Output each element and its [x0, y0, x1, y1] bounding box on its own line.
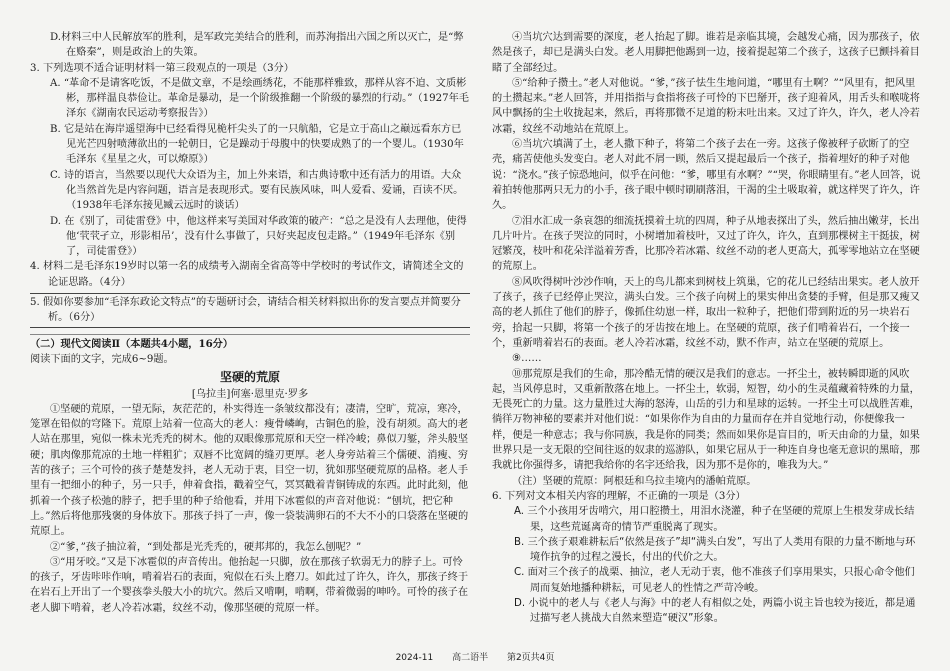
paragraph-1: ①坚硬的荒原，一望无际，灰茫茫的，朴实得连一条皱纹都没有；凄清，空旷，荒凉，寒冷，笼罩在铅似的穹隆下。荒原上站着一位高大的老人：瘦骨嶙峋，古铜色的脸，没有胡须。高大的老人站在那里，宛似一株未光秃秃的树木。他的双眼像那荒原和天空一样冷峻；鼻似刀錾，斧头般坚硬；肌肉像那荒凉的土地一样粗犷；双唇不比宽阔的缝刃更厚。老人身旁站着三个儒硬、消瘦、穷苦的孩子；三个可怜的孩子楚楚发抖，老人无动于衷，目空一切，犹如那坚硬荒原的品格。老人手里有一把细小的种子，另一只手，伸着食指，戳着空气，冥冥戳着青铜铸成的东西。此时此刻，他抓着一个孩子松弛的脖子，把手里的种子给他看，并用下冰雹似的声音对他说：“刨坑，把它种上。”然后将他那残褒的身体放下。那孩子抖了一声，像一袋装满卵石的不大不小的口袋落在坚硬的荒原上。: [30, 403, 469, 538]
paragraph-8: ⑧风吹得树叶沙沙作响，天上的鸟儿都来到树枝上筑巢，它的花儿已经结出果实。老人放开了孩子，孩子已经停止哭泣，满头白发。三个孩子向树上的果实伸出贪婪的手臂，但是那又瘦又高的老人抓住了他们的脖子，像抓住幼崽一样，取出一粒种子，把他们带到附近的另一块岩石旁，拾起一只脚，将第一个孩子的牙齿按在地上。在坚硬的荒原，孩子们啃着岩石，一个接一个，重新啃着岩石的表面。老人冷若冰霜，纹丝不动，默不作声，站立在坚硬的荒原上。: [492, 276, 920, 349]
question-4: 4. 材料二是毛泽东19岁时以第一名的成绩考入湖南全省高等中学校时的考试作文，请简述全文的论证思路。（4分）: [30, 261, 464, 288]
paragraph-9: ⑨……: [512, 353, 542, 365]
paragraph-3: ③“用牙咬。”又是下冰雹似的声音传出。他抬起一只脚，放在那孩子软弱无力的脖子上。可怜的孩子，牙齿咔咔作响，啃着岩石的表面，宛似在石头上磨刀。如此过了许久，许久，那孩子终于在岩石上开出了一个婴孩拳头般大小的坑穴。然后又啃啊，啃啊，带着微弱的呻吟。可怜的孩子在老人脚下啃着，老人冷若冰霜，纹丝不动，像那坚硬的荒原一样。: [30, 556, 469, 614]
footnote: （注）坚硬的荒原：阿根廷和乌拉圭境内的潘帕荒原。: [512, 475, 757, 487]
q6-option-a: A. 三个小孩用牙齿啃穴，用口腔攒土，用泪水浇灌，种子在坚硬的荒原上生根发芽成长结果，这些荒诞离奇的情节严重脱离了现实。: [514, 506, 915, 533]
left-column: [30, 30, 470, 616]
footer-subject: 高二语半: [452, 653, 489, 663]
paragraph-5: ⑤“给种子攒土。”老人对他说。“爹，”孩子怯生生地问道，“哪里有土啊？”“风里有，把风里的土攒起来。”老人回答，并用指指与食指将孩子可怜的下巴掰开，孩子迎着风，用舌头和喉咙将风中飘扬的尘土收拢起来，然后，再将那微不足道的粉末吐出来。又过了许久，许久，老人冷若冰霜，纹丝不动地站在荒原上。: [492, 77, 920, 135]
q3-option-c: C. 诗的语言，当然要以现代大众语为主，加上外来语，和古典诗歌中还有活力的用语。大众化当然首先是内容问题，语言是表现形式。要有民族风味，叫人爱看、爱诵，百读不厌。（1938年毛泽东接见臧云远时的谈话）: [50, 169, 464, 212]
passage-title: 坚硬的荒原: [219, 370, 280, 385]
question-5: 5. 假如你要参加“毛泽东政论文特点”的专题研讨会，请结合相关材料拟出你的发言要点并简要分析。（6分）: [30, 297, 461, 324]
question-6: 6. 下列对文本相关内容的理解，不正确的一项是（3分）: [492, 490, 746, 502]
paragraph-10: ⑩那荒原是我们的生命，那冷酷无情的硬汉是我们的意志。一抔尘土，被转瞬即逝的风吹起，当风停息时，又重新散落在地上。一抔尘土，软弱，短智，幼小的生灵蕴藏着特殊的力量，无畏死亡的力量。这力量胜过大海的怒涛，山岳的引力和星球的运转。一抔尘土可以战胜苦难，徜徉万物神秘的要素并对他们说：“如果你作为自由的力量而存在并自觉地行动，你便像我一样，便是一种意志；我与你同族，我是你的同类；然而如果你是盲目的，听天由命的力量，如果世界只是一支无限的空间往返的奴隶的巡游队，如果它屈从于一种连自身也毫无意识的黑暗，那我就比你强得多，请把我给你的名字还给我，因为那不是你的，唯我为大。”: [492, 368, 920, 472]
paragraph-2: ②“爹，”孩子抽泣着，“到处都是光秃秃的，硬邦邦的，我怎么刨呢？”: [50, 541, 362, 553]
section-divider: [30, 334, 470, 335]
q3-option-d: D. 在《别了，司徒雷登》中，他这样来写美国对华政策的破产：“总之是没有人去理他，使得他‘茕茕孑立，形影相吊’，没有什么事做了，只好夹起皮包走路。”（1949年毛泽东《别了，司徒雷登》）: [50, 215, 467, 258]
instruction: 阅读下面的文字，完成6~9题。: [30, 353, 174, 365]
q3-option-a: A. “革命不是请客吃饭，不是做文章，不是绘画绣花，不能那样雅致，那样从容不迫、文质彬彬，那样温良恭俭让。革命是暴动，是一个阶级推翻一个阶级的暴烈的行动。”（1927年毛泽东《湖南农民运动考察报告》）: [50, 77, 469, 120]
q6-option-c: C. 面对三个孩子的战栗、抽泣，老人无动于衷，他不准孩子们享用果实，只报心命令他们周而复始地播种耕耘，可见老人的性情之严苛冷峻。: [514, 567, 915, 594]
q6-option-d: D. 小说中的老人与《老人与海》中的老人有相似之处，两篇小说主旨也较为接近，都是通过描写老人挑战大自然来塑造“硬汉”形象。: [514, 597, 916, 625]
question-5-box: [30, 293, 470, 328]
footer-page: 第2页共4页: [506, 653, 555, 663]
right-column: [492, 30, 922, 627]
q3-option-b: B. 它是站在海岸遥望海中已经看得见桅杆尖头了的一只航船，它是立于高山之巅远看东方已见光芒四射喷薄欲出的一轮朝日，它是躁动于母腹中的快要成熟了的一个婴儿。（1930年毛泽东《星星之火，可以燎原》）: [50, 123, 464, 166]
footer-date: 2024-11: [395, 653, 434, 663]
section-heading: （二）现代文阅读Ⅱ（本题共4小题，16分）: [30, 337, 234, 350]
paragraph-4: ④当坑穴达到需要的深度，老人抬起了脚。谁若是亲临其境，会越发心痛，因为那孩子，依然是孩子，却已是满头白发。老人用脚把他踢到一边，接着提起第二个孩子，这孩子已颤抖着目睹了全部经过。: [492, 32, 920, 74]
q2-option-d: D.材料三中人民解放军的胜利，是军政完美结合的胜利，而苏洵指出六国之所以灭亡，是“弊在赂秦”，则是政治上的失策。: [50, 32, 464, 59]
passage-author: [乌拉圭]何塞·恩里克·罗多: [191, 388, 309, 400]
paragraph-7: ⑦泪水汇成一条哀怨的细流抚摸着土坑的四周，种子从地表探出了头，然后抽出嫩芽，长出几片叶片。在孩子哭泣的同时，小树增加着枝叶，又过了许久，许久，直到那棵树主干挺拔，树冠繁茂，枝叶和花朵洋溢着芳香，比那冷若冰霜、纹丝不动的老人更高大，孤零零地站立在坚硬的荒原上。: [492, 215, 920, 273]
q6-option-b: B. 三个孩子艰难耕耘后“依然是孩子”却“满头白发”，写出了人类用有限的力量不断地与环境作抗争的过程之漫长，付出的代价之大。: [514, 536, 916, 564]
paragraph-6: ⑥当坑穴填满了土，老人撒下种子，将第二个孩子去在一旁。这孩子像被秤子砍断了的空壳，痛苦使他头发变白。老人对此不屑一顾，然后又提起最后一个孩子，指着埋好的种子对他说：“浇水。”孩子惊恐地问，似乎在问他：“爹，哪里有水啊？”“哭，你眼睛里有。”老人回答，说着拍转他那两只无力的小手，孩子眼中顿时刷刷落泪，干渴的尘土吸取着，就这样哭了许久，许久。: [492, 139, 921, 212]
page-footer: [0, 650, 950, 663]
question-3: 3. 下列选项不适合证明材料一第三段观点的一项是（3分）: [30, 62, 294, 74]
